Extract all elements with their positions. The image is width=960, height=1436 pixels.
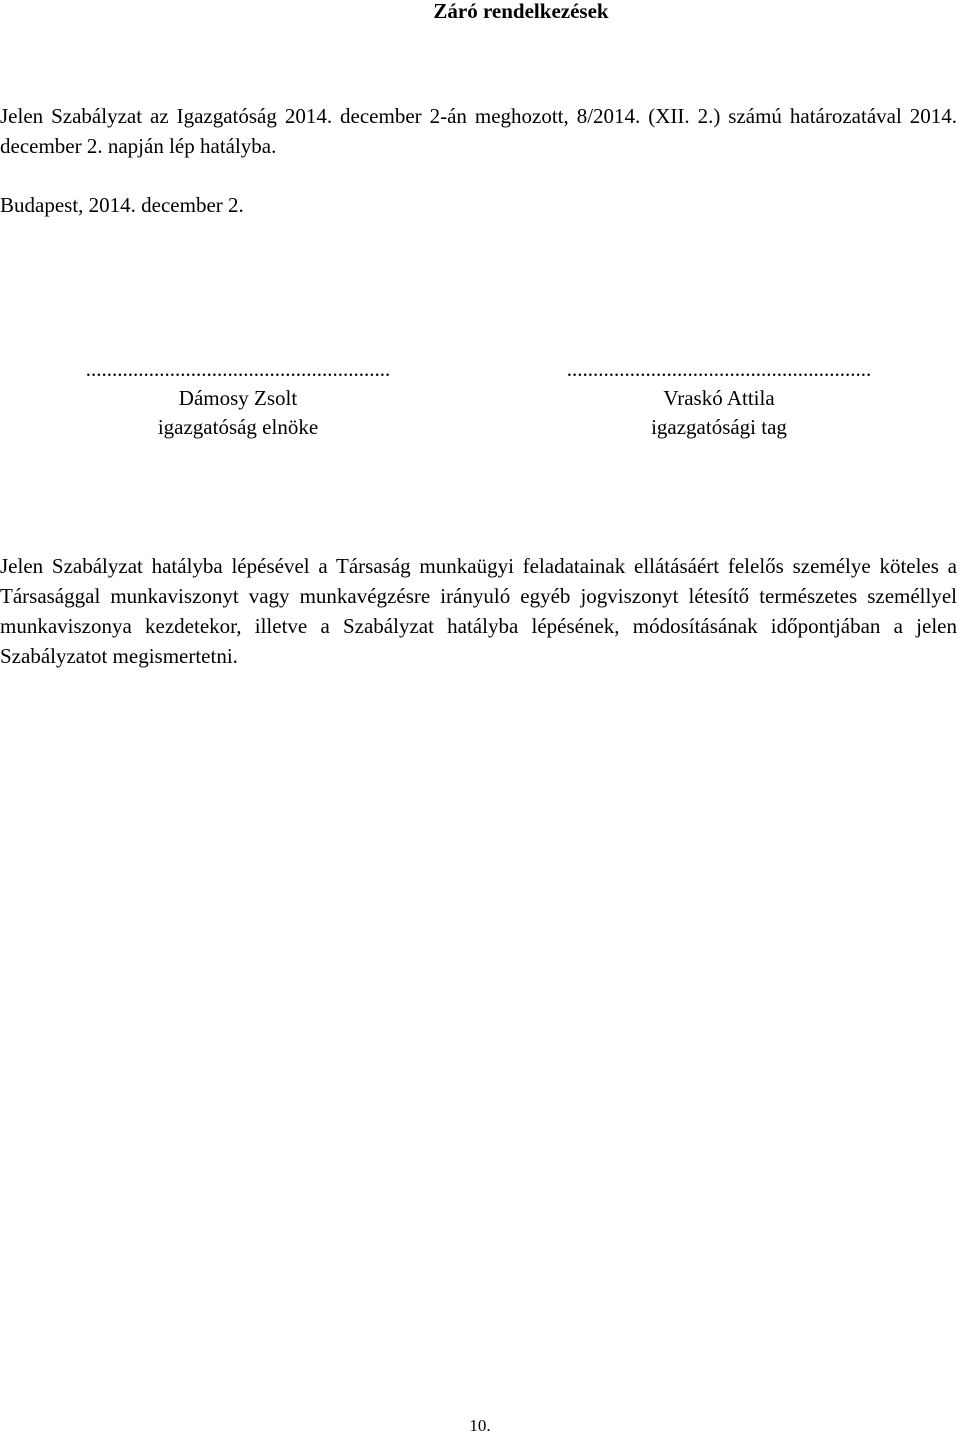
section-heading: Záró rendelkezések: [433, 0, 609, 23]
signature-line: ..........................................................: [566, 357, 872, 381]
effective-date-paragraph: Jelen Szabályzat az Igazgatóság 2014. december 2-án meghozott, 8/2014. (XII. 2.) számú határozatával 2014. december 2. napján lép hatályba.: [0, 104, 957, 158]
place-and-date: Budapest, 2014. december 2.: [0, 193, 244, 217]
obligation-paragraph: Jelen Szabályzat hatályba lépésével a Társaság munkaügyi feladatainak ellátásáért felelős személye köteles a Társasággal munkaviszonyt vagy munkavégzésre irányuló egyéb jogviszonyt létesítő természetes személlyel munkaviszonya kezdetekor, illetve a Szabályzat hatályba lépésének, módosításának időpontjában a jelen Szabályzatot megismertetni.: [0, 554, 957, 668]
signatory-role: igazgatósági tag: [651, 415, 787, 439]
signatory-name: Vraskó Attila: [663, 386, 775, 410]
signature-block-chair: [58, 355, 418, 442]
signature-line: ..........................................................: [85, 357, 391, 381]
signature-block-member: [539, 355, 899, 442]
signatory-name: Dámosy Zsolt: [178, 386, 298, 410]
signatory-role: igazgatóság elnöke: [157, 415, 319, 439]
page-number: 10.: [469, 1416, 491, 1435]
